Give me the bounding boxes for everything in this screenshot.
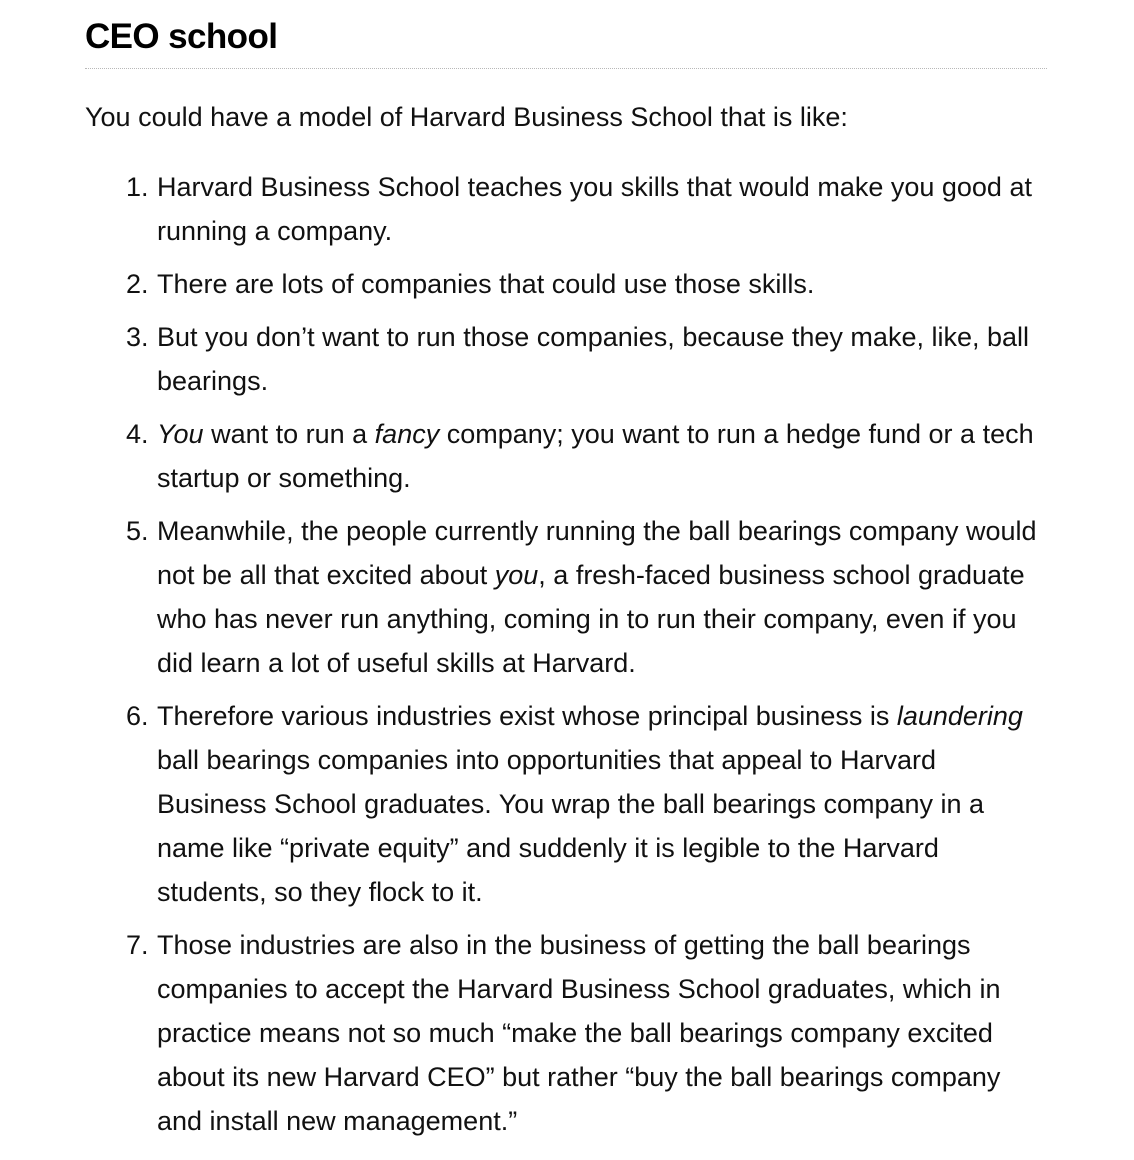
emphasis-text: You <box>157 419 204 449</box>
list-item <box>156 509 1047 685</box>
list-item <box>156 694 1047 914</box>
section-heading: CEO school <box>85 14 1047 69</box>
list-item <box>156 315 1047 403</box>
list-item-text: Those industries are also in the business of getting the ball bearings companies to accept the Harvard Business School graduates, which in practice means not so much “make the ball bearings company excited about its new Harvard CEO” but rather “buy the ball bearings company and install new management.” <box>157 930 1001 1136</box>
list-item-text: But you don’t want to run those companies, because they make, like, ball bearings. <box>157 322 1030 396</box>
list-item-text: want to run a <box>203 419 375 449</box>
list-item-text: Therefore various industries exist whose principal business is <box>157 701 897 731</box>
list-item <box>156 412 1047 500</box>
list-item-text: , a fresh-faced business school graduate who has never run anything, coming in to run their company, even if you did learn a lot of useful skills at Harvard. <box>157 560 1025 678</box>
list-item-text: There are lots of companies that could use those skills. <box>157 269 815 299</box>
emphasis-text: laundering <box>896 701 1023 731</box>
list-item <box>156 165 1047 253</box>
numbered-list <box>85 165 1047 1143</box>
list-item-text: ball bearings companies into opportunities that appeal to Harvard Business School graduates. You wrap the ball bearings company in a name like “private equity” and suddenly it is legible to the Harvard students, so they flock to it. <box>157 745 985 907</box>
list-item-text: Harvard Business School teaches you skills that would make you good at running a company. <box>157 172 1032 246</box>
list-item-text: company; you want to run a hedge fund or a tech startup or something. <box>157 419 1034 493</box>
list-item <box>156 262 1047 306</box>
emphasis-text: fancy <box>374 419 440 449</box>
list-item <box>156 923 1047 1143</box>
intro-paragraph: You could have a model of Harvard Business School that is like: <box>85 102 848 132</box>
list-item-text: Meanwhile, the people currently running the ball bearings company would not be all that excited about <box>157 516 1037 590</box>
emphasis-text: you <box>494 560 539 590</box>
article <box>85 14 1047 1152</box>
